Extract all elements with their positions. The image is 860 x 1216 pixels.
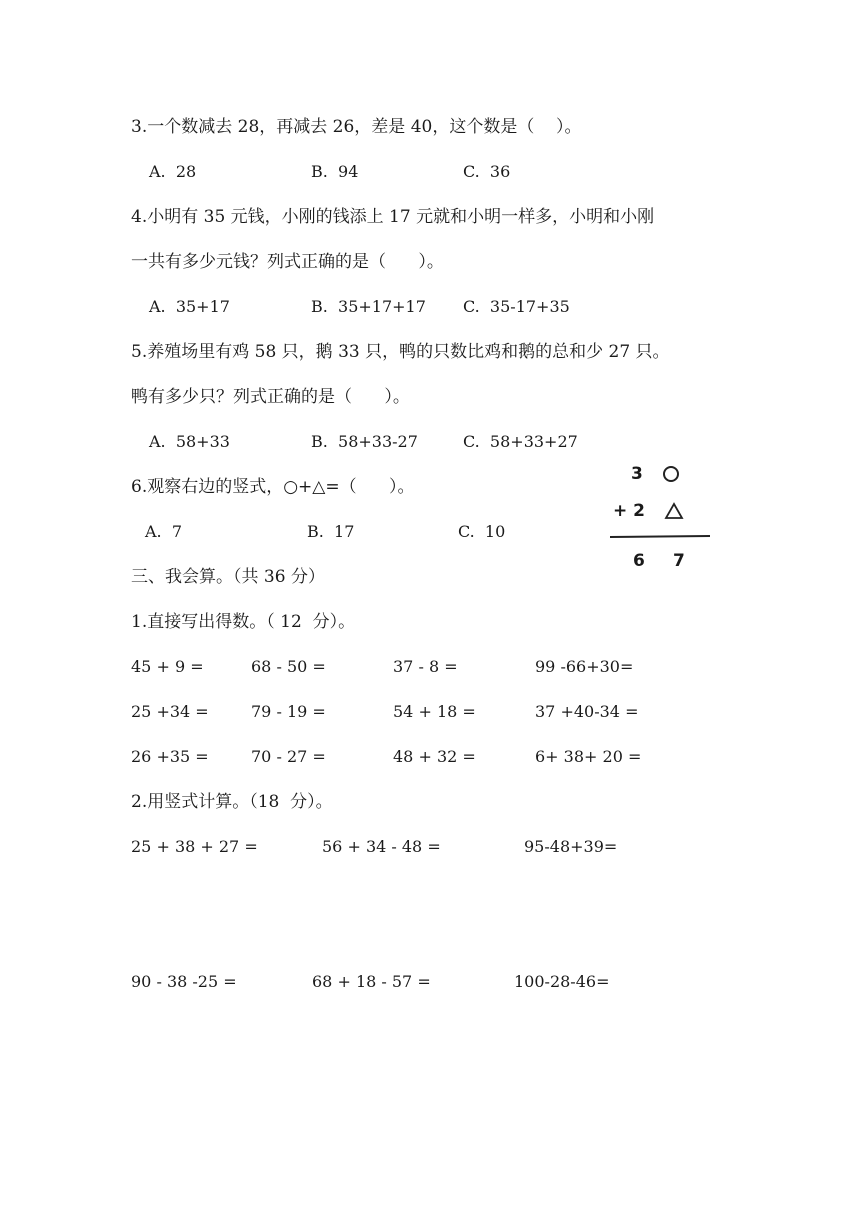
mental-calc-item: 99 -66+30= — [535, 657, 634, 676]
question-6-option-a: A. 7 — [145, 522, 182, 541]
mental-calc-item: 79 - 19 = — [251, 702, 326, 721]
vertical-calc-item: 90 - 38 -25 = — [131, 972, 237, 991]
question-4-text-line2: 一共有多少元钱？列式正确的是（ ）。 — [131, 252, 444, 272]
question-4-option-a: A. 35+17 — [149, 297, 230, 316]
question-5-text-line1: 5.养殖场里有鸡 58 只，鹅 33 只，鸭的只数比鸡和鹅的总和少 27 只。 — [131, 342, 670, 362]
question-3-option-c: C. 36 — [463, 162, 511, 181]
vertical-calc-item: 68 + 18 - 57 = — [312, 972, 431, 991]
mental-calc-item: 68 - 50 = — [251, 657, 326, 676]
mental-calc-item: 48 + 32 = — [393, 747, 476, 766]
vertical-calc-item: 95-48+39= — [524, 837, 618, 856]
mental-calc-item: 54 + 18 = — [393, 702, 476, 721]
mental-calc-item: 26 +35 = — [131, 747, 209, 766]
question-6-text: 6.观察右边的竖式，○+△=（ ）。 — [131, 477, 415, 497]
vertical-row1-digit: 3 — [631, 464, 643, 484]
section-3-heading: 三、我会算。（共 36 分） — [131, 567, 325, 587]
question-4-text-line1: 4.小明有 35 元钱，小刚的钱添上 17 元就和小明一样多，小明和小刚 — [131, 207, 655, 227]
vertical-row2-sign-digit: + 2 — [613, 501, 645, 521]
circle-icon — [663, 466, 679, 482]
question-5-option-b: B. 58+33-27 — [311, 432, 418, 451]
mental-calc-item: 45 + 9 = — [131, 657, 204, 676]
mental-calc-item: 25 +34 = — [131, 702, 209, 721]
question-3-text: 3.一个数减去 28，再减去 26，差是 40，这个数是（ ）。 — [131, 117, 582, 137]
vertical-calc-item: 100-28-46= — [514, 972, 610, 991]
mental-calc-item: 6+ 38+ 20 = — [535, 747, 642, 766]
question-5-option-a: A. 58+33 — [149, 432, 230, 451]
section-3-part2-title: 2.用竖式计算。（18 分）。 — [131, 792, 333, 812]
mental-calc-item: 37 - 8 = — [393, 657, 458, 676]
question-4-option-c: C. 35-17+35 — [463, 297, 570, 316]
vertical-result-digit-ones: 7 — [673, 551, 685, 571]
question-6-option-b: B. 17 — [307, 522, 355, 541]
mental-calc-item: 70 - 27 = — [251, 747, 326, 766]
question-3-option-b: B. 94 — [311, 162, 359, 181]
question-6-option-c: C. 10 — [458, 522, 506, 541]
mental-calc-item: 37 +40-34 = — [535, 702, 639, 721]
question-4-option-b: B. 35+17+17 — [311, 297, 426, 316]
question-5-option-c: C. 58+33+27 — [463, 432, 578, 451]
vertical-result-digit-tens: 6 — [633, 551, 645, 571]
vertical-calc-item: 25 + 38 + 27 = — [131, 837, 258, 856]
question-3-option-a: A. 28 — [149, 162, 197, 181]
triangle-icon — [664, 502, 684, 520]
vertical-calc-item: 56 + 34 - 48 = — [322, 837, 441, 856]
question-5-text-line2: 鸭有多少只？列式正确的是（ ）。 — [131, 387, 410, 407]
section-3-part1-title: 1.直接写出得数。（ 12 分）。 — [131, 612, 356, 632]
vertical-sum-rule — [610, 535, 710, 538]
